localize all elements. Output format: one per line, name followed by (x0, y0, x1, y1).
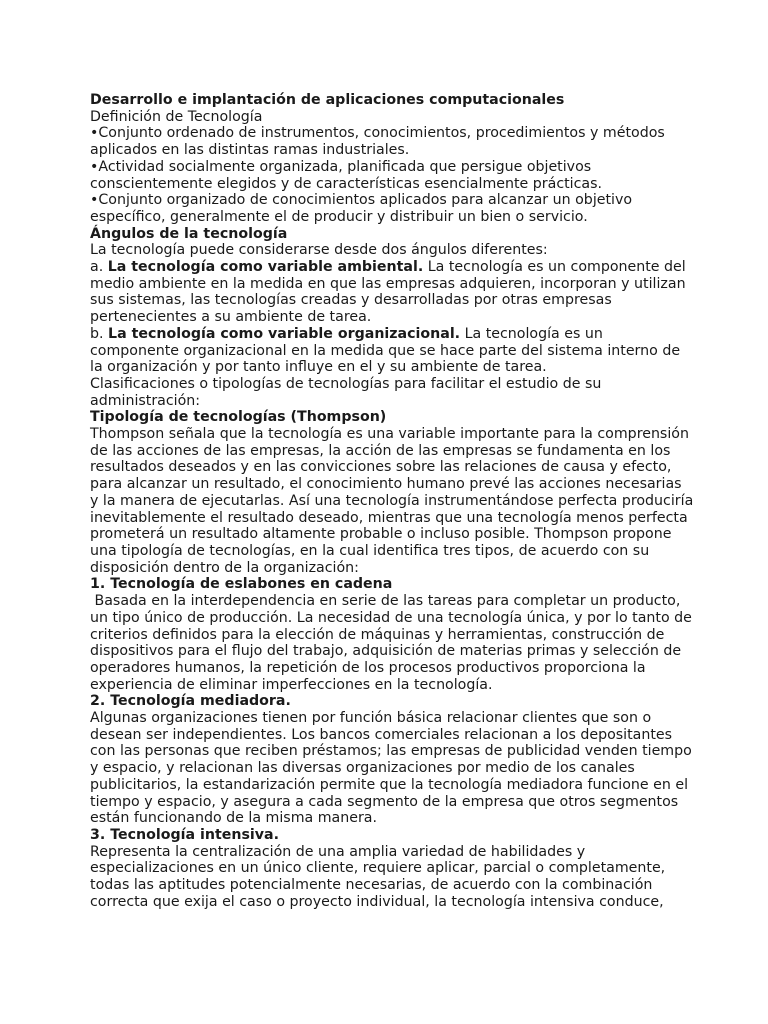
angulo-a-line: sus sistemas, las tecnologías creadas y desarrolladas por otras empresas (90, 292, 612, 309)
tipologia-line: resultados deseados y en las convicciones sobre las relaciones de causa y efecto, (90, 459, 672, 476)
tipo-3-line: Representa la centralización de una amplia variedad de habilidades y (90, 843, 586, 860)
bullet-marker: • (90, 125, 99, 142)
tipo-2-line: publicitarios, la estandarización permite que la tecnología mediadora funcione en el (90, 776, 689, 793)
tipo-2-line: desean ser independientes. Los bancos comerciales relacionan a los depositantes (90, 726, 673, 743)
tipo-2-line: Algunas organizaciones tienen por función básica relacionar clientes que son o (90, 710, 652, 727)
tipo-2-line: y espacio, y relacionan las diversas organizaciones por medio de los canales (90, 760, 635, 777)
document-body (90, 92, 694, 910)
tipo-2-line: tiempo y espacio, y asegura a cada segmento de la empresa que otros segmentos (90, 793, 679, 810)
section-heading-tipologia: Tipología de tecnologías (Thompson) (90, 409, 387, 426)
tipo-1-line: Basada en la interdependencia en serie de las tareas para completar un producto, (90, 593, 681, 610)
angulo-a-prefix: a. (90, 259, 108, 276)
tipo-2-line: están funcionando de la misma manera. (90, 810, 377, 827)
tipologia-line: y la manera de ejecutarlas. Así una tecnología instrumentándose perfecta produciría (90, 492, 694, 509)
bullet-item-3-line-1 (90, 192, 682, 209)
tipologia-line: para alcanzar un resultado, el conocimiento humano prevé las acciones necesarias (90, 476, 682, 493)
angulo-a-line: pertenecientes a su ambiente de tarea. (90, 309, 372, 326)
angulo-b-term: La tecnología como variable organizacional. (108, 325, 461, 342)
angulos-intro: La tecnología puede considerarse desde dos ángulos diferentes: (90, 242, 548, 259)
bullet-item-3-line-2: específico, generalmente el de producir y distribuir un bien o servicio. (90, 208, 588, 225)
tipo-1-line: operadores humanos, la repetición de los procesos productivos proporciona la (90, 659, 646, 676)
bullet-item-2-line-1 (90, 159, 682, 176)
tipo-1-line: criterios definidos para la elección de máquinas y herramientas, construcción de (90, 626, 665, 643)
clasificaciones-line: Clasificaciones o tipologías de tecnologías para facilitar el estudio de su (90, 375, 602, 392)
tipo-3-line: todas las aptitudes potencialmente necesarias, de acuerdo con la combinación (90, 877, 653, 894)
bullet-text: Conjunto ordenado de instrumentos, conocimientos, procedimientos y métodos (98, 125, 665, 142)
section-heading-tipo-3: 3. Tecnología intensiva. (90, 826, 280, 843)
tipo-1-line: experiencia de eliminar imperfecciones en la tecnología. (90, 676, 493, 693)
section-heading-tipo-1: 1. Tecnología de eslabones en cadena (90, 576, 393, 593)
tipologia-line: de las acciones de las empresas, la acción de las empresas se fundamenta en los (90, 442, 671, 459)
bullet-item-1-line-1 (90, 125, 682, 142)
tipologia-line: una tipología de tecnologías, en la cual identifica tres tipos, de acuerdo con su (90, 542, 650, 559)
clasificaciones-line: administración: (90, 392, 201, 409)
tipo-1-line: un tipo único de producción. La necesidad de una tecnología única, y por lo tanto de (90, 609, 692, 626)
section-heading-definicion: Definición de Tecnología (90, 108, 263, 125)
bullet-marker: • (90, 192, 99, 209)
tipologia-line: prometerá un resultado altamente probable o incluso posible. Thompson propone (90, 526, 672, 543)
tipo-2-line: con las personas que reciben préstamos; las empresas de publicidad venden tiempo (90, 743, 692, 760)
angulo-b-prefix: b. (90, 325, 109, 342)
tipologia-line: Thompson señala que la tecnología es una variable importante para la comprensión (90, 426, 689, 443)
tipologia-line: inevitablemente el resultado deseado, mientras que una tecnología menos perfecta (90, 509, 688, 526)
bullet-item-2-line-2: conscientemente elegidos y de características esencialmente prácticas. (90, 175, 603, 192)
bullet-text: Actividad socialmente organizada, planificada que persigue objetivos (98, 158, 592, 175)
tipo-3-line: correcta que exija el caso o proyecto individual, la tecnología intensiva conduce, (90, 893, 664, 910)
tipo-3-line: especializaciones en un único cliente, requiere aplicar, parcial o completamente, (90, 860, 666, 877)
bullet-marker: • (90, 158, 99, 175)
angulo-b-line: la organización y por tanto influye en el y su ambiente de tarea. (90, 359, 547, 376)
angulo-b-rest: La tecnología es un (460, 325, 603, 342)
section-heading-tipo-2: 2. Tecnología mediadora. (90, 693, 291, 710)
bullet-text: Conjunto organizado de conocimientos aplicados para alcanzar un objetivo (98, 192, 633, 209)
section-heading-angulos: Ángulos de la tecnología (90, 225, 288, 242)
document-title: Desarrollo e implantación de aplicaciones computacionales (90, 92, 565, 108)
bullet-item-1-line-2: aplicados en las distintas ramas industriales. (90, 142, 410, 159)
angulo-a-rest: La tecnología es un componente del (423, 259, 686, 276)
angulo-a-line-1 (90, 259, 686, 276)
angulo-b-line: componente organizacional en la medida que se hace parte del sistema interno de (90, 342, 681, 359)
tipologia-line: disposición dentro de la organización: (90, 559, 359, 576)
angulo-b-line-1 (90, 326, 682, 343)
angulo-a-term: La tecnología como variable ambiental. (107, 259, 424, 276)
tipo-1-line: dispositivos para el flujo del trabajo, adquisición de materias primas y selección de (90, 643, 682, 660)
angulo-a-line: medio ambiente en la medida en que las empresas adquieren, incorporan y utilizan (90, 275, 686, 292)
